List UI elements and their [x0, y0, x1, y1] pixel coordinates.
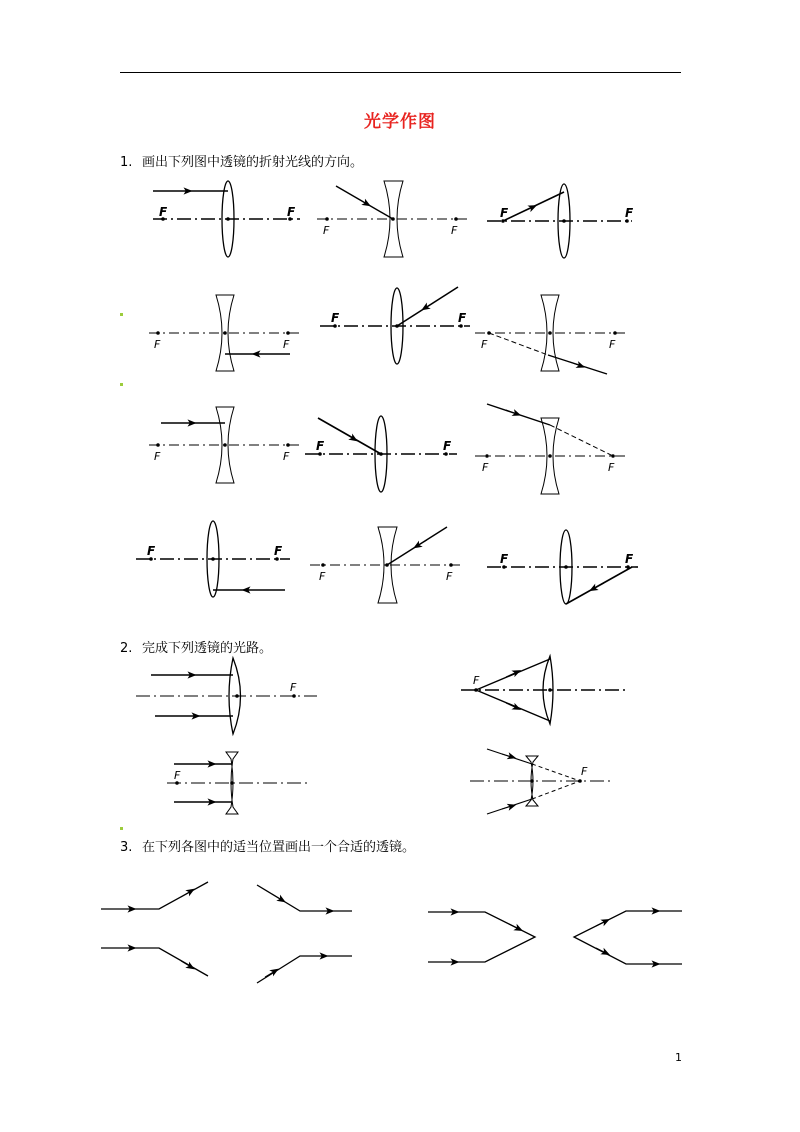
- focus-label: F: [500, 552, 509, 566]
- focus-label: F: [159, 205, 168, 219]
- diagram-3-3: [428, 912, 535, 962]
- diagram-2-2: [461, 656, 628, 724]
- page-title: 光学作图: [364, 112, 436, 132]
- diagram-1-5: [320, 287, 470, 364]
- focus-label: F: [482, 461, 489, 474]
- focus-label: F: [500, 206, 509, 220]
- diagram-3-2: [257, 885, 352, 983]
- question-2-text: 完成下列透镜的光路。: [142, 641, 273, 656]
- diagram-1-10: [136, 521, 290, 597]
- diagram-3-1: [101, 882, 208, 976]
- focus-label: F: [331, 311, 340, 325]
- question-2-number: 2.: [120, 641, 133, 656]
- page-number: 1: [675, 1051, 682, 1064]
- diagram-2-3: [167, 752, 307, 814]
- focus-label: F: [287, 205, 296, 219]
- focus-label: F: [625, 552, 634, 566]
- focus-label: F: [608, 461, 615, 474]
- diagram-1-7: [149, 407, 300, 483]
- diagram-3-4: [574, 911, 682, 964]
- focus-label: F: [316, 439, 325, 453]
- question-3-number: 3.: [120, 840, 133, 855]
- focus-label: F: [147, 544, 156, 558]
- focus-label: F: [443, 439, 452, 453]
- focus-label: F: [323, 224, 330, 237]
- diagram-1-8: [305, 416, 457, 492]
- diagram-1-12: [487, 530, 638, 604]
- diagram-1-11: [310, 527, 463, 603]
- focus-label: F: [283, 338, 290, 351]
- question-3-text: 在下列各图中的适当位置画出一个合适的透镜。: [142, 840, 416, 855]
- diagram-1-9: [475, 404, 627, 494]
- focus-label: F: [481, 338, 488, 351]
- diagram-1-2: [317, 181, 468, 257]
- question-1-number: 1.: [120, 155, 133, 170]
- focus-label: F: [581, 765, 588, 778]
- diagram-1-4: [149, 295, 300, 371]
- diagram-2-4: [470, 749, 610, 814]
- focus-label: F: [625, 206, 634, 220]
- focus-label: F: [473, 674, 480, 687]
- focus-label: F: [446, 570, 453, 583]
- focus-label: F: [154, 450, 161, 463]
- focus-label: F: [283, 450, 290, 463]
- focus-label: F: [458, 311, 467, 325]
- focus-label: F: [319, 570, 326, 583]
- focus-label: F: [609, 338, 616, 351]
- focus-label: F: [274, 544, 283, 558]
- focus-label: F: [451, 224, 458, 237]
- focus-label: F: [290, 681, 297, 694]
- diagram-1-3: [487, 184, 634, 258]
- diagram-2-1: [136, 658, 317, 734]
- diagram-1-6: [475, 295, 627, 374]
- focus-label: F: [154, 338, 161, 351]
- question-1-text: 画出下列图中透镜的折射光线的方向。: [142, 155, 364, 170]
- diagram-1-1: [153, 181, 300, 257]
- focus-label: F: [174, 769, 181, 782]
